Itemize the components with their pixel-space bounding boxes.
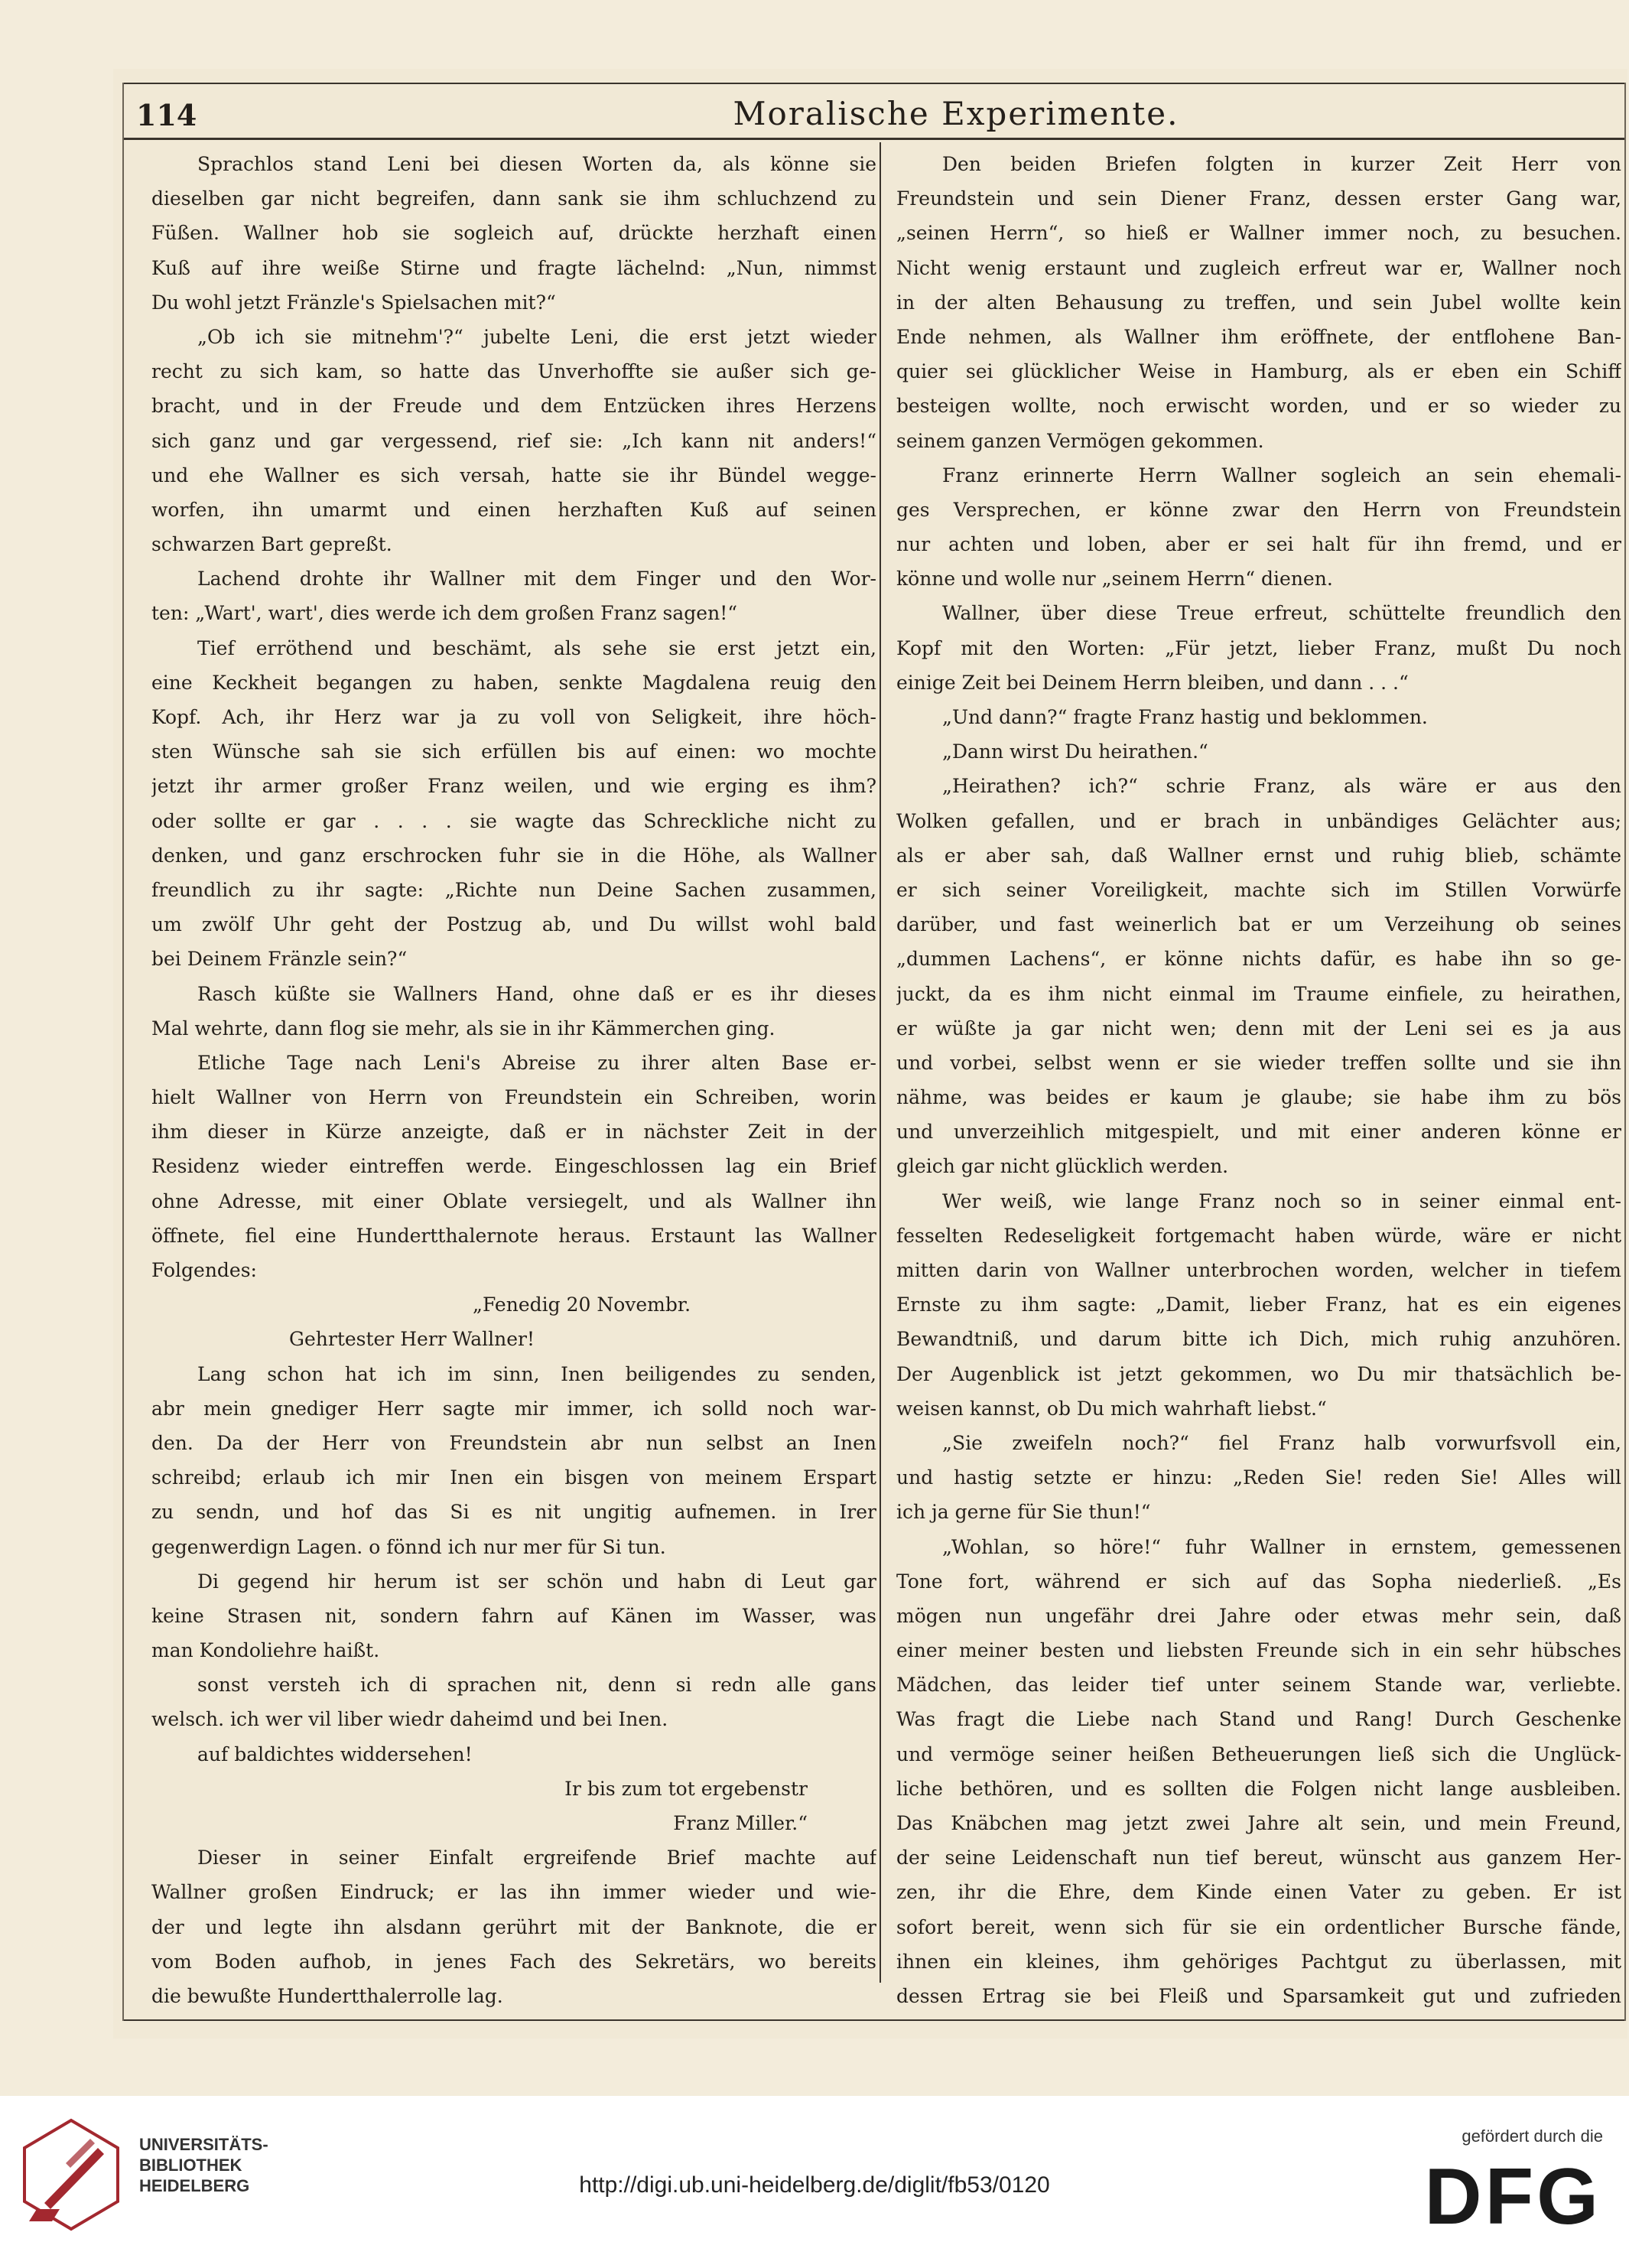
text-line: vom Boden aufhob, in jenes Fach des Sekretärs, wo bereits <box>151 1950 876 1973</box>
text-line: Du wohl jetzt Fränzle's Spielsachen mit?“ <box>151 291 556 314</box>
text-line: fesselten Redeseligkeit fortgemacht haben würde, wäre er nicht <box>896 1224 1621 1247</box>
text-line: Wolken gefallen, und er brach in unbändiges Gelächter aus; <box>896 809 1621 832</box>
text-line: man Kondoliehre haißt. <box>151 1639 380 1662</box>
text-line: Kopf mit den Worten: „Für jetzt, lieber Franz, mußt Du noch <box>896 636 1621 659</box>
text-line: keine Strasen nit, sondern fahrn auf Känen im Wasser, was <box>151 1604 876 1627</box>
text-line: und ehe Wallner es sich versah, hatte sie ihr Bündel wegge- <box>151 464 876 486</box>
text-column-right <box>896 147 1621 2013</box>
text-line: Residenz wieder eintreffen werde. Eingeschlossen lag ein Brief <box>151 1155 876 1178</box>
text-line: dessen Ertrag sie bei Fleiß und Sparsamkeit gut und zufrieden <box>896 1984 1621 2007</box>
top-rule <box>122 83 1625 84</box>
text-line: „Und dann?“ fragte Franz hastig und beklommen. <box>942 706 1428 728</box>
text-line: Ir bis zum tot ergebenstr <box>564 1777 808 1800</box>
text-line: ten: „Wart', wart', dies werde ich dem großen Franz sagen!“ <box>151 602 738 625</box>
text-line: dieselben gar nicht begreifen, dann sank sie ihm schluchzend zu <box>151 187 876 210</box>
text-line: abr mein gnediger Herr sagte mir immer, ich solld noch war- <box>151 1397 876 1420</box>
text-line: öffnete, fiel eine Hundertthalernote heraus. Erstaunt las Wallner <box>151 1224 876 1247</box>
text-line: gegenwerdign Lagen. o fönnd ich nur mer für Si tun. <box>151 1535 666 1558</box>
text-line: die bewußte Hundertthalerrolle lag. <box>151 1984 503 2007</box>
text-line: und vermöge seiner heißen Betheuerungen ließ sich die Unglück- <box>896 1742 1621 1765</box>
text-line: Der Augenblick ist jetzt gekommen, wo Du mir thatsächlich be- <box>896 1362 1621 1385</box>
text-line: Lachend drohte ihr Wallner mit dem Finger und den Wor- <box>197 568 876 591</box>
text-line: „dummen Lachens“, er könne nichts dafür, es habe ihn so ge- <box>896 948 1621 971</box>
text-line: als er aber sah, daß Wallner ernst und ruhig blieb, schämte <box>896 844 1621 867</box>
text-line: Folgendes: <box>151 1259 257 1281</box>
text-line: Das Knäbchen mag jetzt zwei Jahre alt sein, und mein Freund, <box>896 1812 1621 1834</box>
text-line: zen, ihr die Ehre, dem Kinde einen Vater zu geben. Er ist <box>896 1881 1621 1904</box>
text-line: hielt Wallner von Herrn von Freundstein ein Schreiben, worin <box>151 1086 876 1109</box>
text-line: Mal wehrte, dann flog sie mehr, als sie in ihr Kämmerchen ging. <box>151 1017 775 1040</box>
library-name-line: HEIDELBERG <box>139 2176 250 2195</box>
text-line: Kuß auf ihre weiße Stirne und fragte lächelnd: „Nun, nimmst <box>151 256 876 279</box>
text-line: „Sie zweifeln noch?“ fiel Franz halb vorwurfsvoll ein, <box>942 1431 1621 1454</box>
funding-note: gefördert durch die <box>1462 2126 1603 2146</box>
source-url[interactable]: http://digi.ub.uni-heidelberg.de/diglit/fb53/0120 <box>579 2172 1050 2198</box>
text-line: ohne Adresse, mit einer Oblate versiegelt, und als Wallner ihn <box>151 1189 876 1212</box>
text-line: bracht, und in der Freude und dem Entzücken ihres Herzens <box>151 395 876 418</box>
text-line: Tief erröthend und beschämt, als sehe sie erst jetzt ein, <box>197 636 876 659</box>
text-line: Franz Miller.“ <box>673 1812 808 1834</box>
text-line: er sich seiner Voreiligkeit, machte sich im Stillen Vorwürfe <box>896 878 1621 901</box>
text-line: quier sei glücklicher Weise in Hamburg, als er eben ein Schiff <box>896 360 1621 383</box>
text-line: Wallner großen Eindruck; er las ihn immer wieder und wie- <box>151 1881 876 1904</box>
text-line: Nicht wenig erstaunt und zugleich erfreut war er, Wallner noch <box>896 256 1621 279</box>
text-line: Etliche Tage nach Leni's Abreise zu ihrer alten Base er- <box>197 1051 876 1074</box>
text-line: „Fenedig 20 Novembr. <box>473 1293 691 1316</box>
text-line: Tone fort, während er sich auf das Sopha niederließ. „Es <box>896 1570 1621 1593</box>
text-line: in der alten Behausung zu treffen, und sein Jubel wollte kein <box>896 291 1621 314</box>
text-line: Den beiden Briefen folgten in kurzer Zeit Herr von <box>942 153 1621 175</box>
text-line: schreibd; erlaub ich mir Inen ein bisgen von meinem Erspart <box>151 1466 876 1489</box>
text-line: seinem ganzen Vermögen gekommen. <box>896 429 1264 452</box>
text-line: Dieser in seiner Einfalt ergreifende Brief machte auf <box>197 1847 876 1869</box>
text-line: Ernste zu ihm sagte: „Damit, lieber Franz, hat es ein eigenes <box>896 1293 1621 1316</box>
text-line: denken, und ganz erschrocken fuhr sie in die Höhe, als Wallner <box>151 844 876 867</box>
text-line: Sprachlos stand Leni bei diesen Worten da, als könne sie <box>197 153 876 175</box>
left-border <box>122 83 124 2021</box>
text-line: Rasch küßte sie Wallners Hand, ohne daß er es ihr dieses <box>197 982 876 1005</box>
text-line: Bewandtniß, und darum bitte ich Dich, mich ruhig anzuhören. <box>896 1328 1621 1351</box>
library-name-line: BIBLIOTHEK <box>139 2156 242 2175</box>
text-line: „seinen Herrn“, so hieß er Wallner immer noch, zu besuchen. <box>896 222 1621 245</box>
text-line: juckt, da es ihm nicht einmal im Traume einfiele, zu heirathen, <box>896 982 1621 1005</box>
library-logo-icon <box>21 2117 121 2232</box>
text-line: er wüßte ja gar nicht wen; denn mit der Leni sei es ja aus <box>896 1017 1621 1040</box>
text-line: „Ob ich sie mitnehm'?“ jubelte Leni, die erst jetzt wieder <box>197 325 876 348</box>
page-number: 114 <box>136 98 197 132</box>
text-line: Wallner, über diese Treue erfreut, schüttelte freundlich den <box>942 602 1621 625</box>
text-line: bei Deinem Fränzle sein?“ <box>151 948 408 971</box>
text-line: Was fragt die Liebe nach Stand und Rang! Durch Geschenke <box>896 1708 1621 1731</box>
text-line: gleich gar nicht glücklich werden. <box>896 1155 1229 1178</box>
text-line: liche bethören, und es sollten die Folgen nicht lange ausbleiben. <box>896 1777 1621 1800</box>
text-line: darüber, und fast weinerlich bat er um Verzeihung ob seines <box>896 913 1621 936</box>
library-name <box>139 2134 268 2196</box>
text-line: auf baldichtes widdersehen! <box>197 1742 473 1765</box>
text-line: könne und wolle nur „seinem Herrn“ dienen. <box>896 568 1333 591</box>
text-line: ihnen ein kleines, ihm gehöriges Pachtgut zu überlassen, mit <box>896 1950 1621 1973</box>
text-line: oder sollte er gar . . . . sie wagte das Schreckliche nicht zu <box>151 809 876 832</box>
text-line: Mädchen, das leider tief unter seinem Stande war, verliebte. <box>896 1674 1621 1697</box>
text-line: schwarzen Bart gepreßt. <box>151 533 392 556</box>
text-line: Wer weiß, wie lange Franz noch so in seiner einmal ent- <box>942 1189 1621 1212</box>
text-line: jetzt ihr armer großer Franz weilen, und wie erging es ihm? <box>151 775 876 798</box>
text-line: Ende nehmen, als Wallner ihm eröffnete, der entflohene Ban- <box>896 325 1621 348</box>
text-line: sofort bereit, wenn sich für sie ein ordentlicher Bursche fände, <box>896 1915 1621 1938</box>
text-line: ihm dieser in Kürze anzeigte, daß er in nächster Zeit in der <box>151 1121 876 1144</box>
running-head: Moralische Experimente. <box>733 95 1179 132</box>
text-line: sich ganz und gar vergessend, rief sie: „Ich kann nit anders!“ <box>151 429 876 452</box>
text-line: einige Zeit bei Deinem Herrn bleiben, und dann . . .“ <box>896 671 1409 694</box>
text-line: „Wohlan, so höre!“ fuhr Wallner in ernstem, gemessenen <box>942 1535 1621 1558</box>
text-line: ges Versprechen, er könne zwar den Herrn von Freundstein <box>896 498 1621 521</box>
text-line: und hastig setzte er hinzu: „Reden Sie! reden Sie! Alles will <box>896 1466 1621 1489</box>
text-line: zu sendn, und hof das Si es nit ungitig aufnemen. in Irer <box>151 1501 876 1524</box>
text-line: den. Da der Herr von Freundstein abr nun selbst an Inen <box>151 1431 876 1454</box>
text-line: einer meiner besten und liebsten Freunde sich in ein sehr hübsches <box>896 1639 1621 1662</box>
text-line: Gehrtester Herr Wallner! <box>289 1328 535 1351</box>
text-column-left <box>151 147 876 2013</box>
text-line: ich ja gerne für Sie thun!“ <box>896 1501 1151 1524</box>
text-line: recht zu sich kam, so hatte das Unverhoffte sie außer sich ge- <box>151 360 876 383</box>
text-line: mögen nun ungefähr drei Jahre oder etwas mehr sein, daß <box>896 1604 1621 1627</box>
text-line: um zwölf Uhr geht der Postzug ab, und Du willst wohl bald <box>151 913 876 936</box>
text-line: besteigen wollte, noch erwischt worden, und er so wieder zu <box>896 395 1621 418</box>
column-separator <box>880 142 881 1983</box>
text-line: mitten darin von Wallner unterbrochen worden, welcher in tiefem <box>896 1259 1621 1281</box>
text-line: freundlich zu ihr sagte: „Richte nun Deine Sachen zusammen, <box>151 878 876 901</box>
text-line: nur achten und loben, aber er sei halt für ihn fremd, und er <box>896 533 1621 556</box>
dfg-logo: DFG <box>1424 2152 1601 2241</box>
text-line: Franz erinnerte Herrn Wallner sogleich an sein ehemali- <box>942 464 1621 486</box>
text-line: weisen kannst, ob Du mich wahrhaft liebst.“ <box>896 1397 1327 1420</box>
text-line: Freundstein und sein Diener Franz, dessen erster Gang war, <box>896 187 1621 210</box>
text-line: Di gegend hir herum ist ser schön und habn di Leut gar <box>197 1570 876 1593</box>
text-line: sten Wünsche sah sie sich erfüllen bis auf einen: wo mochte <box>151 740 876 763</box>
text-line: und vorbei, selbst wenn er sie wieder treffen sollte und sie ihn <box>896 1051 1621 1074</box>
text-line: der und legte ihn alsdann gerührt mit der Banknote, die er <box>151 1915 876 1938</box>
text-line: nähme, was beides er kaum je glaube; sie habe ihm zu bös <box>896 1086 1621 1109</box>
header-rule <box>122 138 1625 140</box>
text-line: „Dann wirst Du heirathen.“ <box>942 740 1208 763</box>
bottom-rule <box>122 2019 1625 2021</box>
text-line: Lang schon hat ich im sinn, Inen beiligendes zu senden, <box>197 1362 876 1385</box>
text-line: und unverzeihlich mitgespielt, und mit einer anderen könne er <box>896 1121 1621 1144</box>
text-line: Füßen. Wallner hob sie sogleich auf, drückte herzhaft einen <box>151 222 876 245</box>
text-line: welsch. ich wer vil liber wiedr daheimd und bei Inen. <box>151 1708 668 1731</box>
text-line: sonst versteh ich di sprachen nit, denn si redn alle gans <box>197 1674 876 1697</box>
right-border <box>1624 83 1626 2021</box>
text-line: Kopf. Ach, ihr Herz war ja zu voll von Seligkeit, ihre höch- <box>151 706 876 728</box>
text-line: der seine Leidenschaft nun tief bereut, wünscht aus ganzem Her- <box>896 1847 1621 1869</box>
text-line: eine Keckheit begangen zu haben, senkte Magdalena reuig den <box>151 671 876 694</box>
text-line: „Heirathen? ich?“ schrie Franz, als wäre er aus den <box>942 775 1621 798</box>
text-line: worfen, ihn umarmt und einen herzhaften Kuß auf seinen <box>151 498 876 521</box>
library-name-line: UNIVERSITÄTS- <box>139 2135 268 2154</box>
